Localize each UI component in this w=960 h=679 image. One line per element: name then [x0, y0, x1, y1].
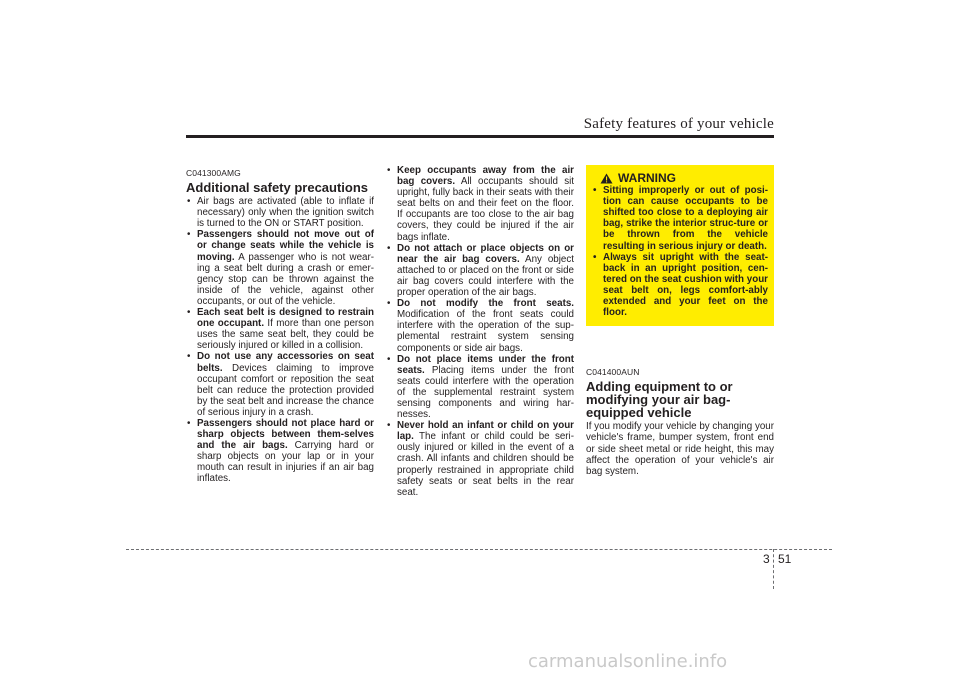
- item-text: If more than one person uses the same seat belt, they could be seriously injured or killed in a collision.: [197, 318, 374, 352]
- header-rule: [186, 135, 774, 138]
- section-code: C041300AMG: [186, 168, 241, 178]
- item-bold: Passengers should not move out of or change seats while the vehicle is moving.: [197, 229, 374, 263]
- chapter-number: 3: [763, 552, 770, 566]
- item-bold: Never hold an infant or child on your lap.: [397, 420, 574, 443]
- list-item: [386, 243, 574, 298]
- list-item: [186, 307, 374, 351]
- item-bold: Passengers should not place hard or sharp objects between them-selves and the air bags.: [197, 417, 374, 452]
- section-heading: Adding equipment to or modifying your air bag-equipped vehicle: [586, 379, 733, 421]
- item-bold: Do not modify the front seats.: [397, 298, 574, 310]
- footer-rule: [126, 549, 832, 550]
- section-body: If you modify your vehicle by changing your vehicle's frame, bumper system, front end or side sheet metal or ride height, this may affect the operation of your vehicle's air bag system.: [586, 421, 774, 477]
- warning-item: • Sitting improperly or out of posi-tion can cause occupants to be shifted too close to a deploying air bag, strike the interior struc-ture or be thrown from the vehicle resulting in serious injury or death.: [592, 185, 768, 252]
- watermark: carmanualsonline.info: [528, 651, 728, 672]
- footer-divider: [773, 549, 774, 589]
- warning-box: [586, 165, 774, 326]
- list-item: [186, 196, 374, 229]
- list-item: [386, 165, 574, 243]
- item-text: Any object attached to or placed on the front or side air bag covers could interfere with the proper operation of the air bags.: [397, 253, 574, 299]
- item-text: Carrying hard or sharp objects on your lap or in your mouth can result in injuries if an air bag inflates.: [197, 440, 374, 485]
- list-item: [186, 351, 374, 418]
- list-item: [186, 229, 374, 307]
- item-bold: Do not attach or place objects on or near the air bag covers.: [397, 242, 574, 265]
- list-item: [386, 298, 574, 353]
- section-code: C041400AUN: [586, 367, 640, 378]
- warning-item: • Always sit upright with the seat-back in an upright position, cen-tered on the seat cushion with your seat belt on, legs comfort-ably extended and your feet on the floor.: [592, 252, 768, 319]
- section-heading: Additional safety precautions: [186, 180, 369, 196]
- item-text: Modification of the front seats could interfere with the operation of the sup-plemental restraint system sensing components or side air bags.: [397, 309, 574, 354]
- column-middle: [386, 165, 574, 498]
- item-text: All occupants should sit upright, fully back in their seats with their seat belts on and their feet on the floor. If occupants are too close to the air bag covers, they could be injured if the air bags inflate.: [397, 176, 575, 243]
- page-number: 51: [778, 552, 792, 566]
- item-text: Placing items under the front seats could interfere with the operation of the supplemental restraint system sensing components and wiring har-nesses.: [397, 364, 574, 421]
- item-bold: Do not use any accessories on seat belts.: [197, 351, 374, 374]
- precautions-list: [186, 196, 374, 484]
- list-item: [186, 418, 374, 485]
- precautions-list-continued: [386, 165, 574, 498]
- item-bold: Keep occupants away from the air bag covers.: [397, 165, 574, 188]
- column-left: [186, 168, 374, 485]
- item-text: Devices claiming to improve occupant comfort or reposition the seat belt can reduce the protection provided by the seat belt and increase the chance of serious injury in a crash.: [197, 362, 374, 418]
- item-text: A passenger who is not wear-ing a seat belt during a crash or emer-gency stop can be thrown against the inside of the vehicle, against other occupants, or out of the vehicle.: [197, 251, 374, 307]
- item-text: The infant or child could be seri-ously injured or killed in the event of a crash. All infants and children should be properly restrained in appropriate child safety seats or seat belts in the rear seat.: [397, 431, 574, 498]
- list-item: [386, 420, 574, 498]
- warning-list: [586, 185, 774, 318]
- warning-header: [586, 173, 774, 184]
- item-bold: Each seat belt is designed to restrain one occupant.: [197, 307, 374, 330]
- page-header-title: Safety features of your vehicle: [583, 116, 774, 132]
- warning-title: WARNING: [618, 171, 676, 185]
- item-bold: Do not place items under the front seats.: [397, 353, 574, 376]
- list-item: [386, 354, 574, 421]
- section-modifying: [586, 367, 774, 477]
- item-text: Air bags are activated (able to inflate if necessary) only when the ignition switch is turned to the ON or START position.: [197, 196, 374, 230]
- column-right: [586, 165, 774, 477]
- warning-triangle-icon: [600, 173, 613, 184]
